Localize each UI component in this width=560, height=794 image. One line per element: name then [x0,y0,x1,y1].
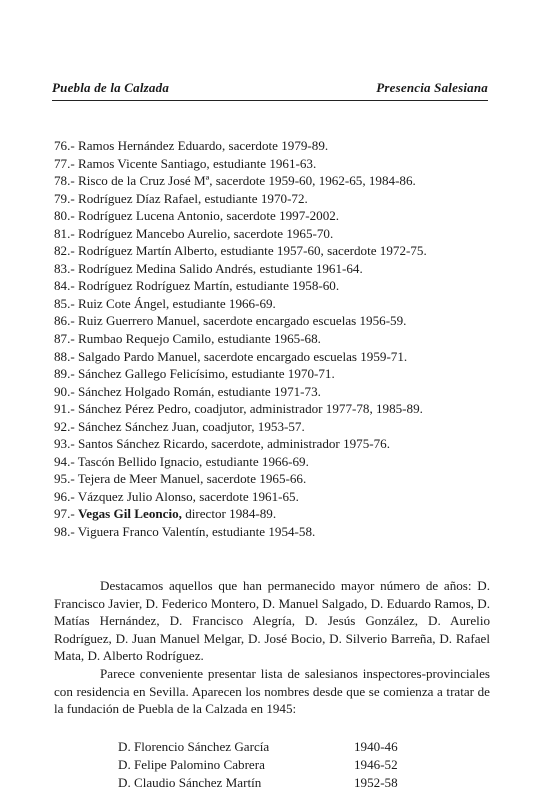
list-item: 81.- Rodríguez Mancebo Aurelio, sacerdote 1965-70. [54,225,334,241]
inspector-name: D. Felipe Palomino Cabrera [118,757,265,772]
list-item: 92.- Sánchez Sánchez Juan, coadjutor, 1953-57. [54,418,305,434]
table-row [118,774,434,792]
inspectors-table [118,738,434,792]
header-left-title: Puebla de la Calzada [52,80,170,95]
table-row [118,738,434,756]
paragraph-longest-tenure: Destacamos aquellos que han permanecido mayor número de años: D. Francisco Javier, D. Federico Montero, D. Manuel Salgado, D. Eduardo Ramos, D. Matías Hernández, D. Francisco Alegría, D. Jesús González, D. Aurelio Rodríguez, D. Juan Manuel Melgar, D. José Bocio, D. Silverio Barreña, D. Rafael Mata, D. Alberto Rodríguez. [54,578,490,664]
list-item: 86.- Ruiz Guerrero Manuel, sacerdote encargado escuelas 1956-59. [54,313,407,329]
list-item: 84.- Rodríguez Rodríguez Martín, estudiante 1958-60. [54,278,340,294]
list-item-number: 97.- [54,506,79,522]
inspector-name: D. Claudio Sánchez Martín [118,775,262,790]
list-item: 76.- Ramos Hernández Eduardo, sacerdote 1979-89. [54,138,329,153]
list-item: 82.- Rodríguez Martín Alberto, estudiante 1957-60, sacerdote 1972-75. [54,243,427,259]
inspector-years: 1946-52 [354,757,398,772]
member-list [54,137,494,541]
list-item: 95.- Tejera de Meer Manuel, sacerdote 1965-66. [54,471,307,487]
list-item: 79.- Rodríguez Díaz Rafael, estudiante 1970-72. [54,190,308,206]
list-item-bold-name: Vegas Gil Leoncio, [78,506,182,522]
list-item: 88.- Salgado Pardo Manuel, sacerdote encargado escuelas 1959-71. [54,348,408,364]
running-header [52,80,488,96]
list-item: 94.- Tascón Bellido Ignacio, estudiante 1966-69. [54,453,309,469]
inspector-years: 1952-58 [354,775,398,790]
list-item: 89.- Sánchez Gallego Felicísimo, estudiante 1970-71. [54,366,335,382]
list-item: 90.- Sánchez Holgado Román, estudiante 1971-73. [54,383,321,399]
header-rule [52,100,488,101]
inspector-years: 1940-46 [354,739,398,754]
list-item: 96.- Vázquez Julio Alonso, sacerdote 1961-65. [54,488,299,504]
list-item: 98.- Viguera Franco Valentín, estudiante 1954-58. [54,524,316,540]
list-item: 85.- Ruiz Cote Ángel, estudiante 1966-69. [54,295,276,311]
list-item-detail: director 1984-89. [181,506,277,522]
list-item: 87.- Rumbao Requejo Camilo, estudiante 1965-68. [54,331,321,347]
table-row [118,756,434,774]
list-item: 77.- Ramos Vicente Santiago, estudiante 1961-63. [54,155,317,171]
list-item: 93.- Santos Sánchez Ricardo, sacerdote, administrador 1975-76. [54,436,390,452]
list-item: 91.- Sánchez Pérez Pedro, coadjutor, administrador 1977-78, 1985-89. [54,401,423,417]
paragraph-inspectors-intro: Parece conveniente presentar lista de salesianos inspectores-provinciales con residencia en Sevilla. Aparecen los nombres desde que se comienza a tratar de la fundación de Puebla de la Calzada en 1945: [54,666,490,717]
list-item-highlighted [54,505,494,523]
inspector-name: D. Florencio Sánchez García [118,739,270,754]
list-item: 80.- Rodríguez Lucena Antonio, sacerdote 1997-2002. [54,208,340,224]
header-right-title: Presencia Salesiana [376,80,488,95]
list-item: 83.- Rodríguez Medina Salido Andrés, estudiante 1961-64. [54,260,363,276]
list-item: 78.- Risco de la Cruz José Mª, sacerdote 1959-60, 1962-65, 1984-86. [54,173,416,189]
